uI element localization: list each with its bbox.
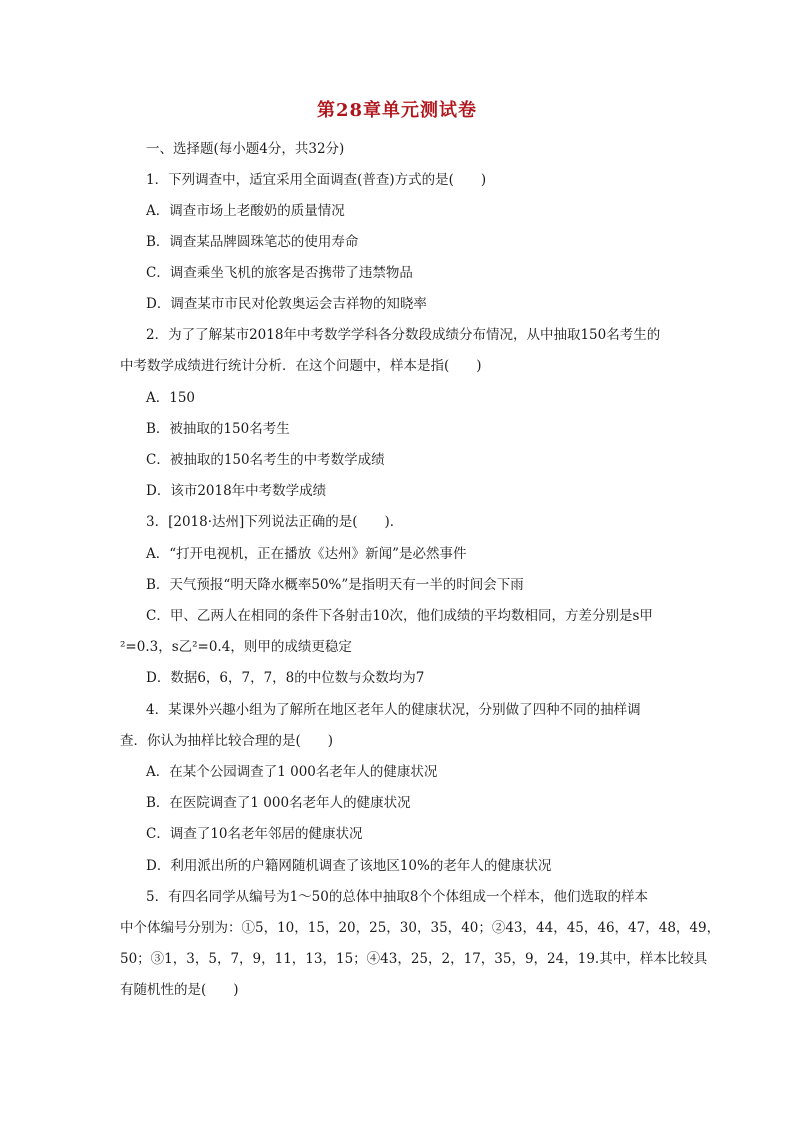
question-4-stem-line-2: 查．你认为抽样比较合理的是( )	[120, 733, 334, 749]
question-1-option-d: D．调查某市市民对伦敦奥运会吉祥物的知晓率	[146, 296, 427, 312]
question-2-option-a: A．150	[146, 390, 196, 406]
question-2-stem-line-1: 2．为了了解某市2018年中考数学学科各分数段成绩分布情况，从中抽取150名考生的	[146, 327, 661, 343]
question-5-stem-line-2: 中个体编号分别为：①5，10，15，20，25，30，35，40；②43，44，45，46，47，48，49，	[120, 920, 721, 936]
question-4-option-a: A．在某个公园调查了1 000名老年人的健康状况	[146, 764, 438, 780]
question-1-stem: 1．下列调查中，适宜采用全面调查(普查)方式的是( )	[146, 172, 487, 188]
question-2-option-b: B．被抽取的150名考生	[146, 421, 290, 437]
question-4-option-d: D．利用派出所的户籍网随机调查了该地区10%的老年人的健康状况	[146, 858, 552, 874]
question-3-option-a: A．“打开电视机，正在播放《达州》新闻”是必然事件	[146, 546, 467, 562]
question-2-option-d: D．该市2018年中考数学成绩	[146, 483, 327, 499]
question-4-option-c: C．调查了10名老年邻居的健康状况	[146, 826, 363, 842]
question-1-option-b: B．调查某品牌圆珠笔芯的使用寿命	[146, 234, 359, 250]
section-heading: 一、选择题(每小题4分，共32分)	[146, 141, 345, 157]
question-3-option-c-line-1: C．甲、乙两人在相同的条件下各射击10次，他们成绩的平均数相同，方差分别是s甲	[146, 608, 653, 624]
question-5-stem-line-3: 50；③1，3，5，7，9，11，13，15；④43，25，2，17，35，9，24，19.其中，样本比较具	[120, 951, 708, 967]
question-3-option-c-line-2: ²=0.3，s乙²=0.4，则甲的成绩更稳定	[120, 639, 352, 655]
question-5-stem-line-1: 5．有四名同学从编号为1～50的总体中抽取8个个体组成一个样本，他们选取的样本	[146, 889, 648, 905]
question-4-option-b: B．在医院调查了1 000名老年人的健康状况	[146, 795, 411, 811]
page-title: 第28章单元测试卷	[316, 100, 478, 121]
question-1-option-a: A．调查市场上老酸奶的质量情况	[146, 203, 345, 219]
question-4-stem-line-1: 4．某课外兴趣小组为了解所在地区老年人的健康状况，分别做了四种不同的抽样调	[146, 702, 641, 718]
question-2-option-c: C．被抽取的150名考生的中考数学成绩	[146, 452, 385, 468]
question-3-option-b: B．天气预报“明天降水概率50%”是指明天有一半的时间会下雨	[146, 577, 524, 593]
question-5-stem-line-4: 有随机性的是( )	[120, 982, 239, 998]
question-3-option-d: D．数据6，6，7，7，8的中位数与众数均为7	[146, 670, 425, 686]
question-3-stem: 3．[2018·达州]下列说法正确的是( )．	[146, 514, 404, 530]
question-2-stem-line-2: 中考数学成绩进行统计分析．在这个问题中，样本是指( )	[120, 358, 482, 374]
question-1-option-c: C．调查乘坐飞机的旅客是否携带了违禁物品	[146, 265, 413, 281]
